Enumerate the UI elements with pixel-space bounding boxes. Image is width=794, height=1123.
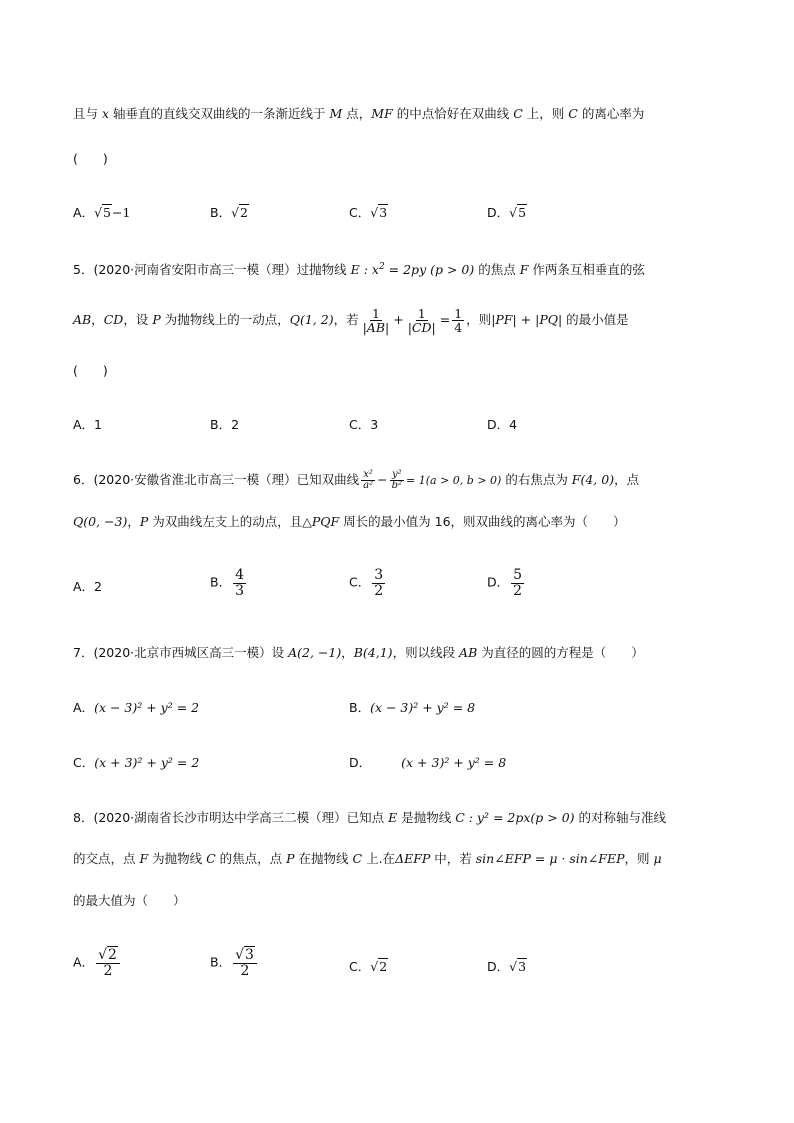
q6-text: ，点 (614, 472, 640, 487)
q8-text: 的对称轴与准线 (574, 810, 667, 825)
q8-text: 上.在 (362, 851, 396, 866)
q6-text: 的右焦点为 (501, 472, 572, 487)
q5-var-p: P (152, 312, 161, 327)
q4-var-m: M (329, 106, 343, 121)
frac-den: 2 (240, 962, 250, 979)
frac-den: 2 (103, 962, 113, 979)
option-label: D． (487, 574, 510, 590)
option-label: A． (73, 205, 95, 220)
q5-option-d[interactable]: D．4 (487, 417, 518, 432)
q6-point-q: Q(0, −3) (73, 514, 128, 529)
q6-condition: = 1(a > 0, b > 0) (406, 474, 502, 487)
q4-text: 的中点恰好在双曲线 (392, 106, 514, 121)
q5-var-cd: CD (103, 312, 124, 327)
option-label: C． (73, 755, 95, 770)
frac-den: |CD| (407, 320, 436, 335)
radicand: 2 (240, 205, 248, 220)
q6-var-p: P (139, 514, 149, 529)
q5-option-b[interactable]: B．2 (210, 417, 240, 432)
q5-text: ，若 (333, 312, 359, 327)
option-label: B． (210, 574, 232, 590)
q8-text: 中，若 (430, 851, 476, 866)
q7-source: 2020·北京市西城区高三一模）设 (98, 645, 289, 660)
equals-sign: = (439, 312, 451, 327)
q5-stem-line2 (73, 305, 754, 335)
q8-option-b[interactable] (210, 948, 259, 978)
q8-var-f: F (139, 851, 149, 866)
option-fraction (233, 948, 257, 978)
option-fraction (96, 948, 120, 978)
q6-text: 周长的最小值为 16，则双曲线的离心率为（ ） (339, 514, 626, 529)
q4-text: 的离心率为 (577, 106, 645, 121)
q4-option-d[interactable] (487, 203, 527, 223)
q5-equation (351, 262, 475, 277)
plus-sign: + (393, 312, 404, 327)
frac-num (233, 948, 257, 964)
q8-var-p: P (286, 851, 295, 866)
q7-option-d[interactable] (349, 753, 506, 773)
q5-fraction-ab (361, 307, 392, 334)
q7-stem (73, 643, 754, 663)
q6-stem-line2 (73, 512, 754, 532)
radicand: 3 (245, 947, 254, 963)
q7-var-ab: AB (459, 645, 478, 660)
frac-den: |AB| (362, 320, 390, 335)
q6-fraction-y (390, 470, 404, 492)
sqrt-expression: √2 (98, 947, 117, 963)
q5-option-c[interactable]: C．3 (349, 417, 379, 432)
frac-num: 1 (417, 305, 426, 321)
q7-option-a[interactable] (73, 698, 199, 718)
option-fraction (372, 568, 385, 598)
q8-stem-line3: 的最大值为（ ） (73, 893, 186, 908)
eq-part: = 2py (p > 0) (384, 262, 475, 278)
option-label: C． (349, 959, 371, 974)
option-label: A． (73, 954, 95, 970)
frac-num: y² (391, 468, 402, 480)
sqrt-expression: √3 (235, 947, 254, 963)
q5-fraction-quarter (452, 307, 464, 334)
q4-option-c[interactable] (349, 203, 388, 223)
q5-stem-line1 (73, 257, 754, 280)
option-equation: (x − 3)² + y² = 2 (94, 700, 200, 715)
option-label: D． (487, 959, 510, 974)
radicand: 3 (379, 205, 388, 220)
q5-point-q: Q(1, 2) (289, 312, 334, 327)
minus-sign: − (377, 472, 388, 487)
q5-option-a[interactable]: A．1 (73, 417, 103, 432)
q5-text: 作两条互相垂直的弦 (528, 262, 645, 278)
q8-text: 的交点，点 (73, 851, 140, 866)
sqrt-expression: √5 (509, 205, 527, 220)
q8-var-e: E (388, 810, 398, 825)
radicand: 5 (103, 205, 111, 220)
q7-text: ， (341, 645, 354, 660)
q4-option-b[interactable] (210, 203, 249, 223)
q6-stem-line1 (73, 465, 754, 496)
frac-num: 5 (513, 567, 523, 583)
frac-num (96, 948, 120, 964)
q8-stem-line1 (73, 808, 754, 828)
option-label: B． (349, 700, 371, 715)
q8-var-c: C (352, 851, 363, 866)
frac-den: 2 (513, 582, 523, 599)
option-fraction (511, 568, 524, 598)
q8-text: 是抛物线 (397, 810, 456, 825)
option-label: C． (349, 205, 371, 220)
radicand: 5 (518, 205, 527, 220)
q4-option-a[interactable] (73, 203, 130, 223)
q7-option-b[interactable] (349, 698, 475, 718)
option-label: D． (487, 205, 510, 220)
q4-stem (73, 104, 754, 124)
radicand: 3 (518, 959, 527, 974)
q4-var-c: C (513, 106, 523, 121)
q8-text: ，则 (624, 851, 654, 866)
q6-triangle: △PQF (302, 514, 340, 529)
q4-var-c: C (568, 106, 578, 121)
frac-num: 4 (235, 567, 244, 583)
eq-part: E : x (350, 262, 379, 278)
option-fraction (233, 568, 246, 598)
q5-number: 5．( (73, 262, 99, 278)
frac-num: x² (363, 468, 373, 480)
q6-text: ， (127, 514, 140, 529)
q4-answer-blank: ( ) (73, 151, 108, 166)
q8-var-mu: μ (653, 851, 662, 866)
eq-sup: 2 (378, 262, 385, 272)
frac-den: 2 (374, 582, 384, 599)
q5-text: ， (91, 312, 104, 327)
q8-option-a[interactable] (73, 948, 122, 978)
q5-source: 2020·河南省安阳市高三一模（理）过抛物线 (98, 262, 351, 278)
q8-option-c[interactable] (349, 957, 388, 977)
q6-source: 2020·安徽省淮北市高三一模（理）已知双曲线 (98, 472, 360, 487)
q8-stem-line2 (73, 849, 754, 869)
q4-text: 且与 (73, 106, 102, 121)
q7-option-c[interactable] (73, 753, 199, 773)
q6-fraction-x (361, 470, 375, 492)
q4-text: 上，则 (522, 106, 569, 121)
q5-text: 为抛物线上的一动点， (160, 312, 290, 327)
q6-option-d[interactable] (487, 568, 526, 598)
frac-num: 1 (454, 305, 463, 321)
frac-den: 3 (235, 582, 244, 599)
sqrt-expression: √3 (370, 205, 388, 220)
option-label: C． (349, 574, 371, 590)
option-label: D． (349, 755, 372, 770)
q7-point-b: B(4,1) (353, 645, 393, 660)
q5-text: 的最小值是 (562, 312, 629, 327)
frac-den: 4 (454, 320, 463, 335)
option-equation: (x + 3)² + y² = 8 (401, 755, 507, 770)
q5-text: ，则 (466, 312, 492, 327)
q4-text: 轴垂直的直线交双曲线的一条渐近线于 (109, 106, 330, 121)
q5-fraction-cd (406, 307, 438, 334)
q5-var-ab: AB (73, 312, 92, 327)
q6-number: 6．( (73, 472, 99, 487)
q4-text: 点， (342, 106, 372, 121)
option-label: A． (73, 700, 95, 715)
q8-equation: sin∠EFP = μ · sin∠FEP (475, 851, 625, 866)
frac-den: b² (391, 480, 403, 491)
q5-answer-blank: ( ) (73, 363, 108, 378)
q8-text: 在抛物线 (294, 851, 353, 866)
sqrt-expression: √2 (370, 959, 388, 974)
q8-triangle: ΔEFP (395, 851, 431, 866)
frac-num: 1 (371, 305, 380, 321)
q8-text: 为抛物线 (148, 851, 207, 866)
q8-number: 8．( (73, 810, 99, 825)
q7-number: 7．( (73, 645, 99, 660)
q6-text: 为双曲线左支上的动点，且 (148, 514, 303, 529)
q8-parabola: C : y² = 2px(p > 0) (455, 810, 575, 825)
sqrt-expression: √3 (509, 959, 527, 974)
q8-source: 2020·湖南省长沙市明达中学高三二模（理）已知点 (98, 810, 389, 825)
q8-var-c: C (206, 851, 216, 866)
q5-text: ，设 (123, 312, 153, 327)
q5-text: 的焦点 (474, 262, 520, 278)
option-label: B． (210, 205, 232, 220)
q6-option-b[interactable] (210, 568, 248, 598)
sqrt-expression: √5 (94, 205, 111, 220)
q4-var-x: x (101, 106, 110, 121)
q7-text: 为直径的圆的方程是（ ） (477, 645, 644, 660)
q7-text: ，则以线段 (392, 645, 460, 660)
sqrt-expression: √2 (231, 205, 248, 220)
q6-option-c[interactable] (349, 568, 387, 598)
q5-expression: |PF| + |PQ| (491, 312, 563, 327)
q6-option-a[interactable]: A．2 (73, 579, 103, 594)
option-equation: (x − 3)² + y² = 8 (370, 700, 476, 715)
q4-var-mf: MF (371, 106, 393, 121)
radicand: 2 (107, 947, 117, 963)
frac-num: 3 (374, 567, 384, 583)
q6-focus: F(4, 0) (571, 472, 615, 487)
q7-point-a: A(2, −1) (288, 645, 342, 660)
radicand: 2 (379, 959, 388, 974)
option-equation: (x + 3)² + y² = 2 (94, 755, 200, 770)
q8-option-d[interactable] (487, 957, 527, 977)
frac-den: a² (363, 480, 374, 491)
option-label: B． (210, 954, 232, 970)
q8-text: 的焦点，点 (215, 851, 287, 866)
option-tail: −1 (111, 205, 131, 220)
q5-var-f: F (519, 262, 529, 278)
